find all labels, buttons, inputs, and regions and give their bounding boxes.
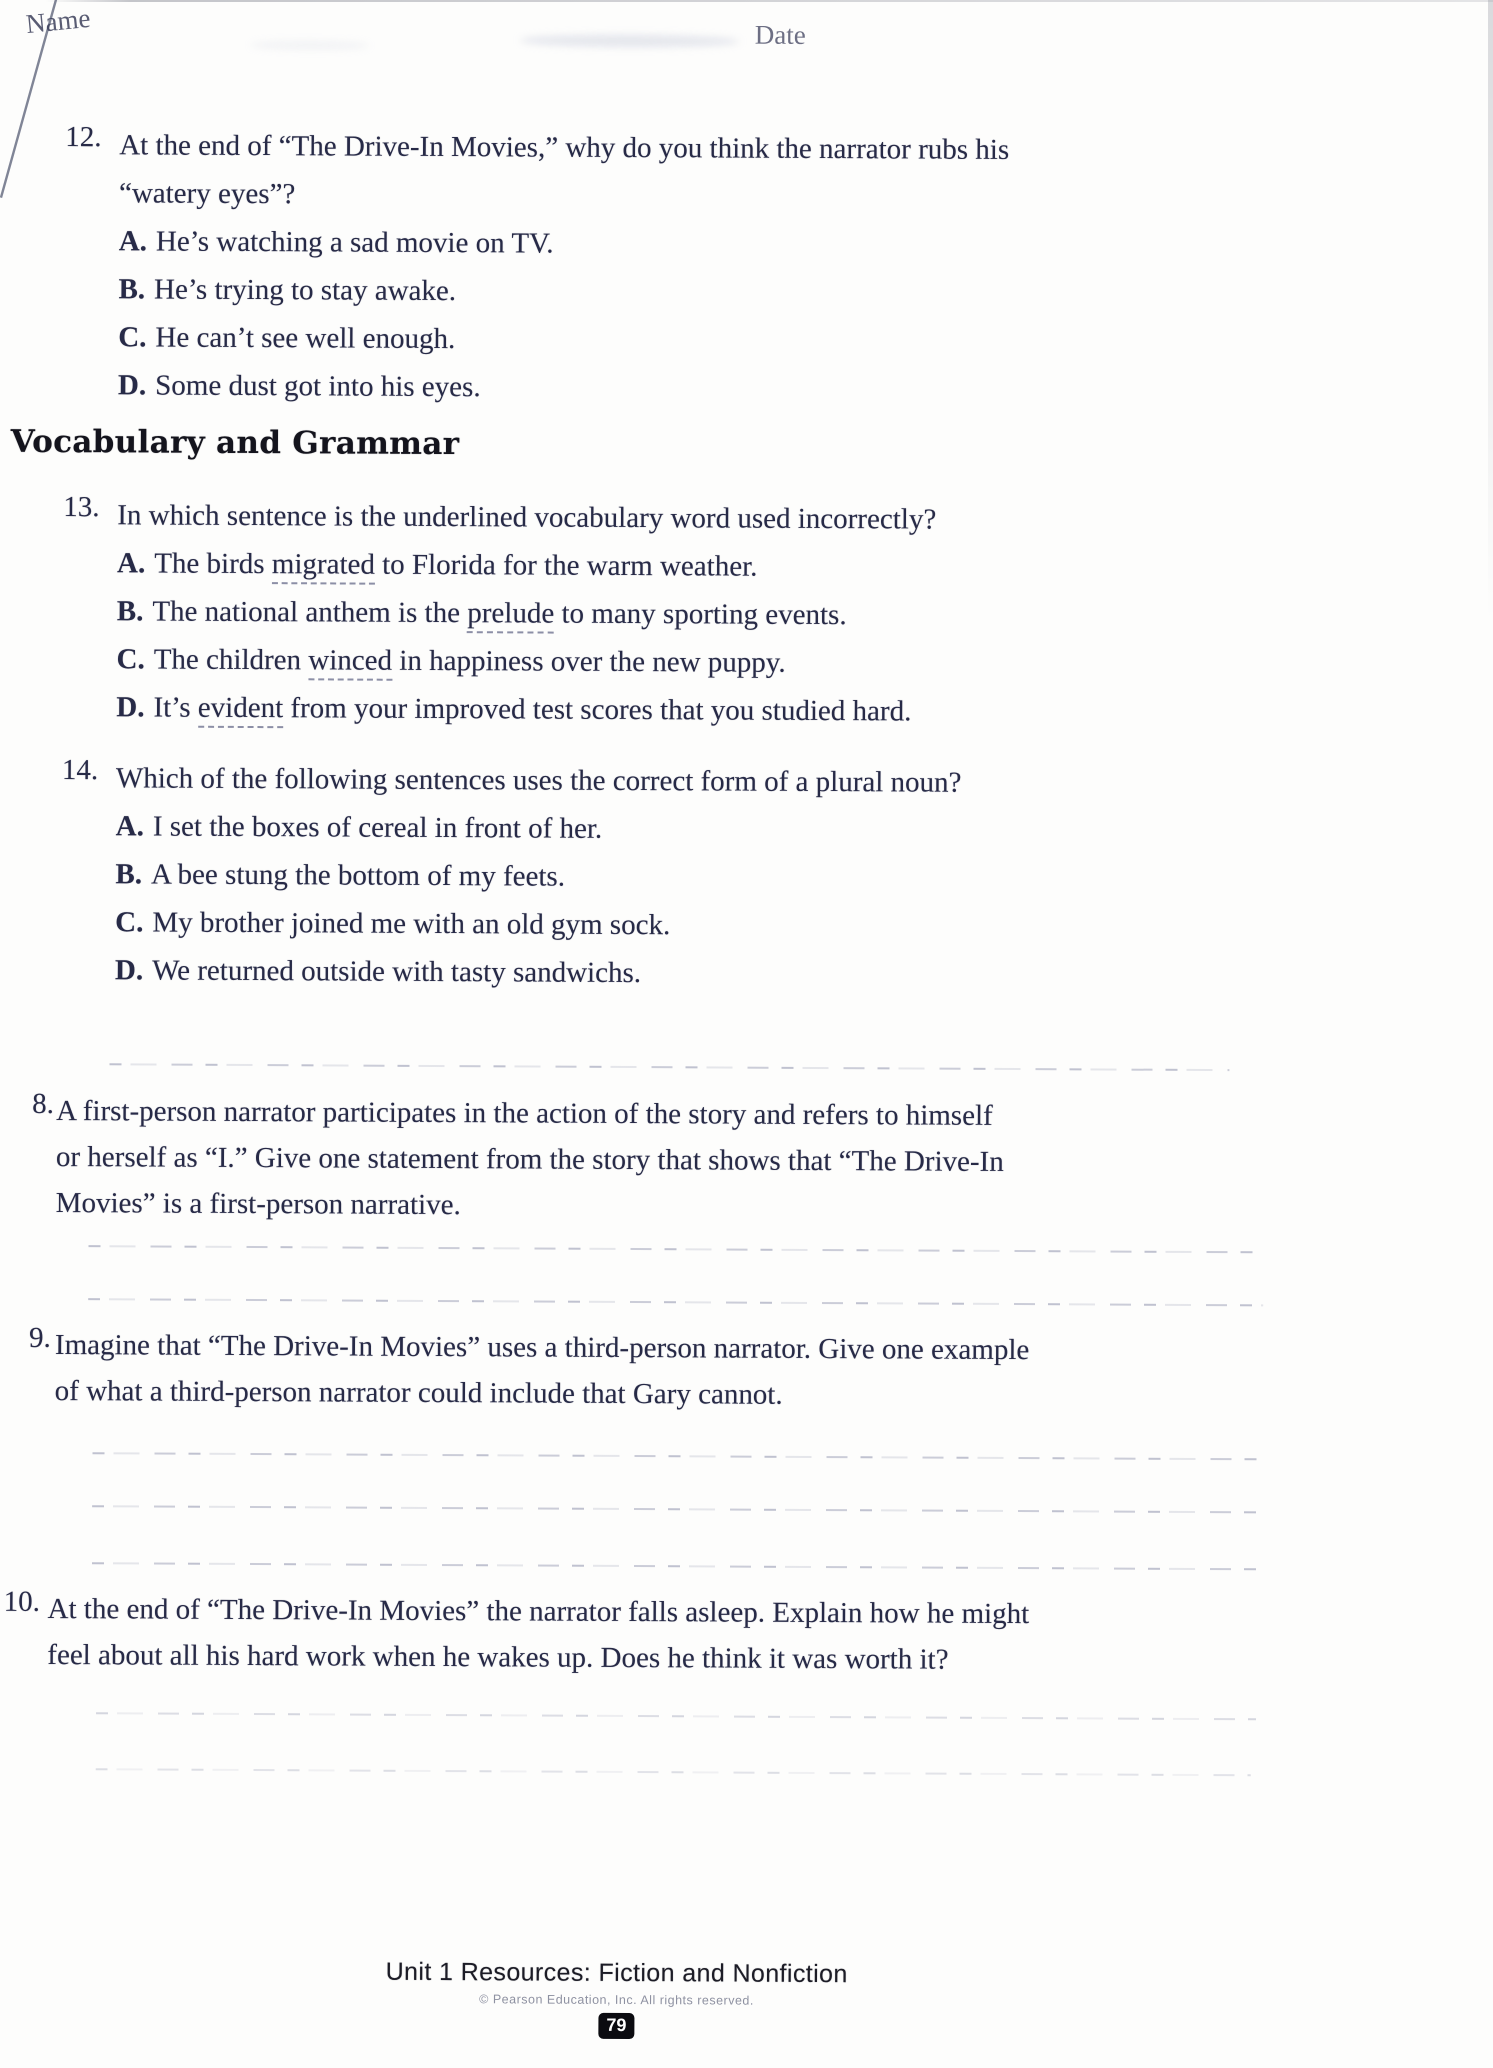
- answer-line: [109, 1063, 1229, 1071]
- choice-c: [115, 898, 961, 950]
- choice-text: My brother joined me with an old gym sock.: [152, 906, 670, 941]
- page-number-badge: 79: [598, 2013, 634, 2039]
- choice-text: The children: [154, 644, 309, 677]
- choice-text: It’s: [153, 691, 197, 723]
- choice-letter: B.: [118, 273, 145, 305]
- page-footer: [0, 1956, 1244, 2043]
- choice-letter: D.: [116, 691, 144, 723]
- underlined-vocab-word: migrated: [272, 548, 375, 585]
- question-number: 12.: [65, 121, 101, 154]
- question-prompt-line: At the end of “The Drive-In Movies,” why do you think the narrator rubs his: [119, 121, 1009, 174]
- choice-text: Some dust got into his eyes.: [155, 370, 481, 404]
- question-prompt-line: Movies” is a first-person narrative.: [56, 1180, 1004, 1231]
- choice-letter: A.: [116, 810, 144, 842]
- question-prompt-line: or herself as “I.” Give one statement from the story that shows that “The Drive-In: [56, 1134, 1004, 1185]
- question-number: 10.: [4, 1586, 40, 1619]
- name-label: Name: [25, 3, 92, 40]
- choice-b: [118, 265, 1008, 318]
- scan-smudge: [520, 34, 740, 47]
- question-number: 8.: [32, 1088, 54, 1121]
- question-number: 14.: [62, 754, 98, 787]
- choice-d: [118, 361, 1008, 414]
- scan-smudge: [250, 41, 370, 50]
- answer-line: [96, 1712, 1256, 1720]
- answer-line: [92, 1452, 1257, 1460]
- question-prompt-line: In which sentence is the underlined vocabulary word used incorrectly?: [117, 491, 936, 543]
- question-prompt-line: feel about all his hard work when he wakes up. Does he think it was worth it?: [47, 1632, 1029, 1683]
- footer-copyright: © Pearson Education, Inc. All rights reserved.: [0, 1990, 1244, 2011]
- date-label: Date: [755, 20, 806, 51]
- choice-a: [119, 217, 1009, 270]
- choice-letter: D.: [118, 369, 146, 401]
- question-prompt-line: “watery eyes”?: [119, 169, 1009, 222]
- answer-line: [96, 1768, 1251, 1776]
- choice-a: [116, 802, 962, 854]
- answer-line: [92, 1505, 1262, 1513]
- choice-text: He’s trying to stay awake.: [154, 273, 456, 307]
- choice-letter: C.: [118, 321, 146, 353]
- answer-line: [92, 1562, 1257, 1570]
- question-prompt-line: A first-person narrator participates in the action of the story and refers to himself: [56, 1088, 1004, 1139]
- choice-letter: B.: [115, 858, 142, 890]
- answer-line: [88, 1245, 1258, 1253]
- question-prompt-line: of what a third-person narrator could include that Gary cannot.: [55, 1368, 1030, 1419]
- choice-letter: A.: [117, 547, 145, 579]
- choice-text: We returned outside with tasty sandwichs.: [152, 954, 641, 989]
- answer-line: [88, 1298, 1263, 1306]
- question-prompt-line: At the end of “The Drive-In Movies” the narrator falls asleep. Explain how he might: [47, 1586, 1029, 1637]
- choice-letter: C.: [116, 643, 144, 675]
- choice-b: B. The national anthem is the prelude to many sporting events.: [117, 587, 936, 639]
- choice-c: [118, 313, 1008, 366]
- choice-letter: B.: [117, 595, 144, 627]
- underlined-vocab-word: evident: [198, 692, 284, 728]
- choice-b: [115, 850, 961, 902]
- choice-text: The birds: [154, 548, 272, 581]
- choice-letter: C.: [115, 906, 143, 938]
- choice-text: A bee stung the bottom of my feets.: [151, 858, 565, 892]
- underlined-vocab-word: prelude: [467, 597, 554, 633]
- question-number: 9.: [29, 1322, 51, 1355]
- choice-text: He’s watching a sad movie on TV.: [156, 226, 554, 260]
- choice-a: A. The birds migrated to Florida for the warm weather.: [117, 539, 936, 591]
- choice-letter: A.: [119, 225, 147, 257]
- choice-text: He can’t see well enough.: [155, 322, 455, 356]
- section-heading: Vocabulary and Grammar: [11, 424, 460, 462]
- choice-text: I set the boxes of cereal in front of her.: [153, 810, 603, 844]
- choice-text: The national anthem is the: [152, 595, 467, 629]
- underlined-vocab-word: winced: [308, 644, 392, 680]
- choice-letter: D.: [115, 954, 143, 986]
- question-prompt-line: Which of the following sentences uses the correct form of a plural noun?: [116, 754, 962, 806]
- footer-title: Unit 1 Resources: Fiction and Nonfiction: [0, 1956, 1244, 1992]
- choice-d: [115, 946, 961, 998]
- choice-c: C. The children winced in happiness over the new puppy.: [116, 635, 935, 687]
- choice-d: D. It’s evident from your improved test scores that you studied hard.: [116, 683, 935, 735]
- question-prompt-line: Imagine that “The Drive-In Movies” uses a third-person narrator. Give one example: [55, 1322, 1030, 1373]
- question-number: 13.: [63, 491, 99, 524]
